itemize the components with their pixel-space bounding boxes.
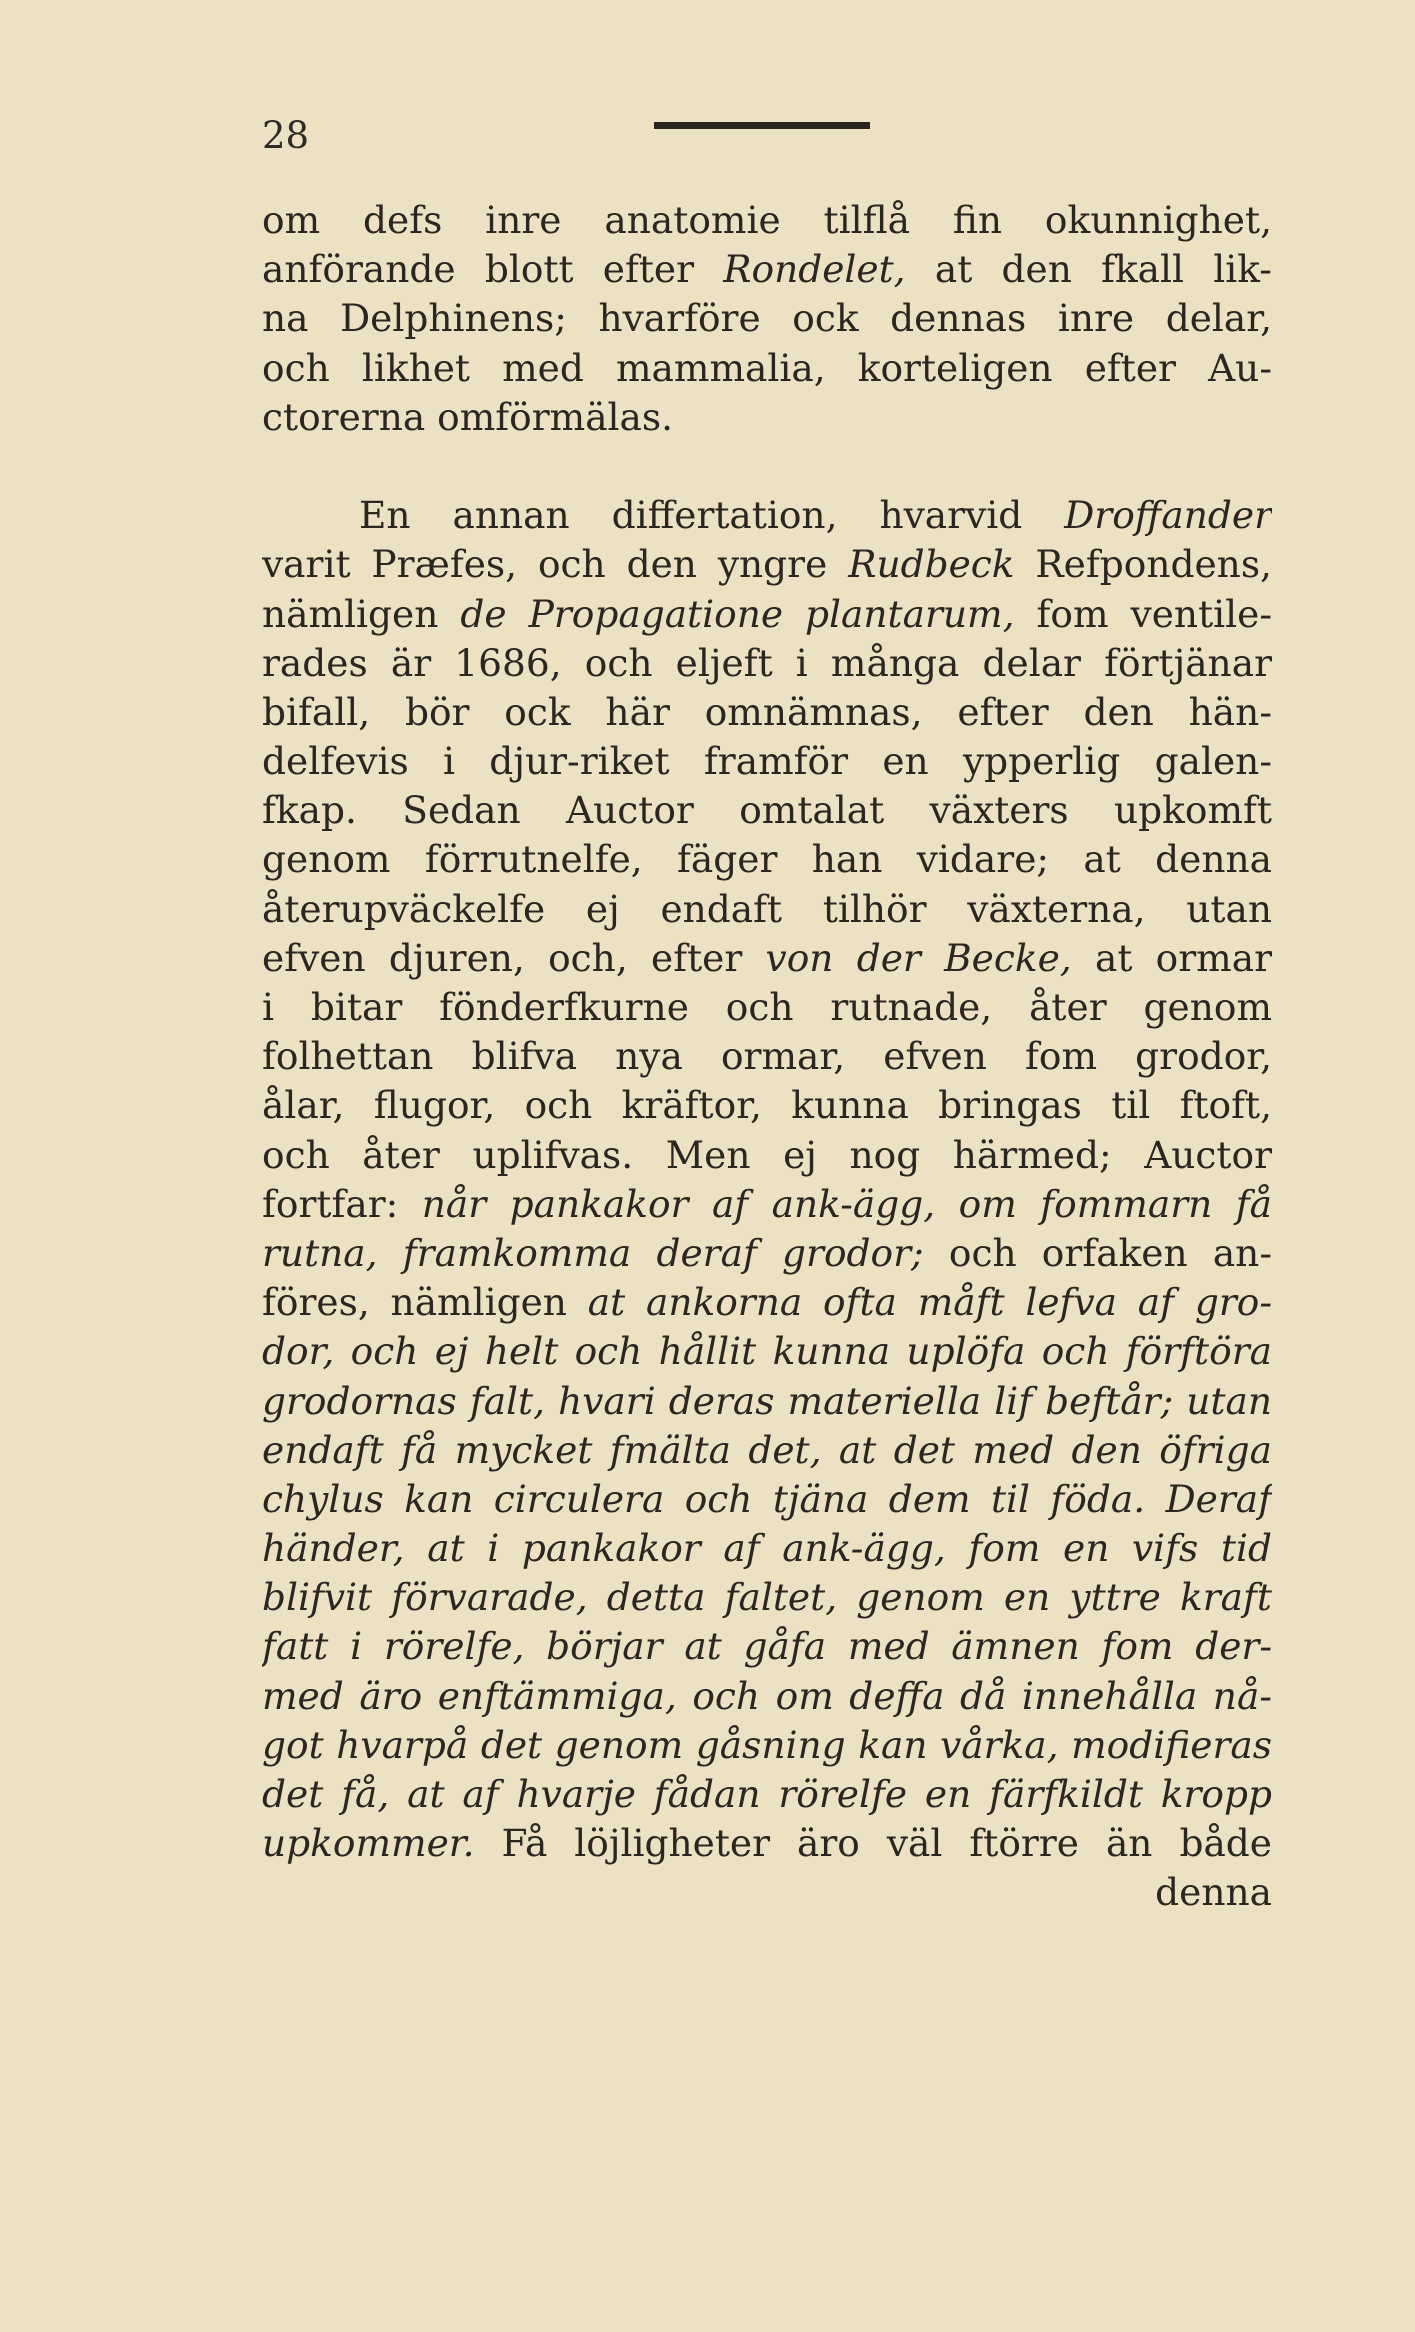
text-line: dor, och ej helt och hållit kunna uplöfa och förftöra [262,1329,1272,1374]
text-line: fortfar: når pankakor af ank-ägg, om fommarn få [262,1181,1272,1226]
text-line: bifall, bör ock här omnämnas, efter den hän- [262,689,1272,734]
text-line: händer, at i pankakor af ank-ägg, fom en vifs tid [262,1526,1272,1571]
text-line: efven djuren, och, efter von der Becke, at ormar [262,935,1272,980]
text-line: fatt i rörelfe, börjar at gåfa med ämnen fom der- [262,1624,1272,1669]
text-line: genom förrutnelfe, fäger han vidare; at denna [262,837,1272,882]
text-line: delfevis i djur-riket framför en ypperlig galen- [262,739,1272,784]
text-line: om defs inre anatomie tilflå fin okunnighet, [262,198,1272,242]
text-line: grodornas falt, hvari deras materiella lif beftår; utan [262,1378,1272,1423]
text-line: chylus kan circulera och tjäna dem til föda. Deraf [262,1476,1272,1521]
text-line: fkap. Sedan Auctor omtalat växters upkomft [262,788,1272,833]
catchword: denna [1155,1870,1272,1915]
text-line: En annan differtation, hvarvid Droffander [359,493,1272,538]
text-line: blifvit förvarade, detta faltet, genom en yttre kraft [262,1575,1272,1620]
text-line: rades är 1686, och eljeft i många delar förtjänar [262,640,1272,685]
text-line: rutna, framkomma deraf grodor; och orfaken an- [262,1230,1272,1275]
page-number: 28 [262,114,310,157]
body-text [262,196,1272,1918]
text-line: nämligen de Propagatione plantarum, fom ventile- [262,591,1272,636]
header-rule [654,122,870,129]
text-line: återupväckelfe ej endaft tilhör växterna, utan [262,886,1272,931]
text-line: endaft få mycket fmälta det, at det med den öfriga [262,1427,1272,1472]
text-line: got hvarpå det genom gåsning kan vårka, modifieras [262,1722,1272,1767]
text-line: anförande blott efter Rondelet, at den fkall lik- [262,247,1272,292]
text-line: ctorerna omförmälas. [262,394,674,439]
text-line: upkommer. Få löjligheter äro väl ftörre än både [262,1821,1272,1866]
text-line: i bitar fönderfkurne och rutnade, åter genom [262,985,1272,1029]
page-header [0,108,1415,158]
text-line: med äro enftämmiga, och om deffa då innehålla nå- [262,1673,1272,1718]
text-line: det få, at af hvarje fådan rörelfe en färfkildt kropp [262,1772,1272,1816]
text-line: folhettan blifva nya ormar, efven fom grodor, [262,1034,1272,1079]
paragraph-gap [262,442,1272,491]
text-line: och likhet med mammalia, korteligen efter Au- [262,345,1272,390]
paragraph-1 [262,196,1272,442]
text-line: na Delphinens; hvarföre ock dennas inre delar, [262,296,1272,341]
text-line: och åter uplifvas. Men ej nog härmed; Auctor [262,1132,1272,1177]
text-line: föres, nämligen at ankorna ofta måft lefva af gro- [262,1280,1272,1325]
text-line: varit Præfes, och den yngre Rudbeck Refpondens, [262,542,1272,587]
paragraph-2 [262,491,1272,1868]
text-line: ålar, flugor, och kräftor, kunna bringas til ftoft, [262,1083,1272,1128]
